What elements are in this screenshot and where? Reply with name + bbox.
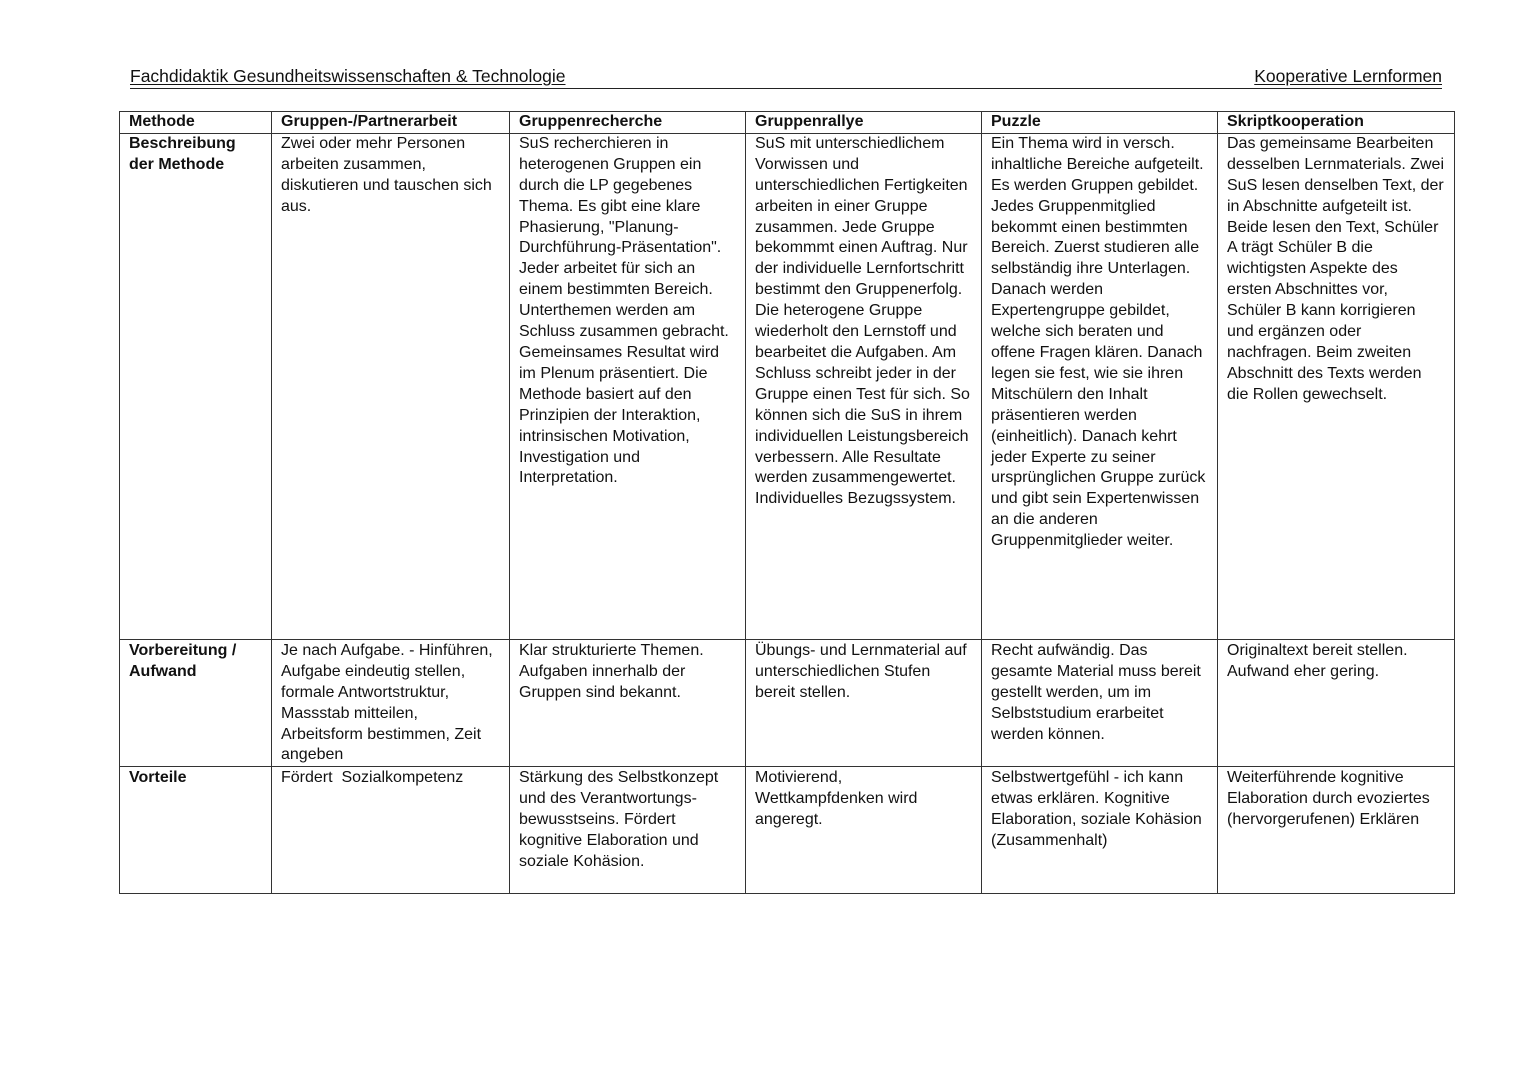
table-header-row	[120, 112, 1455, 134]
table-cell: Motivierend, Wettkampfdenken wird angeregt.	[746, 767, 982, 894]
table-cell: Selbstwertgefühl - ich kann etwas erklären. Kognitive Elaboration, soziale Kohäsion (Zusammenhalt)	[982, 767, 1218, 894]
page-header	[130, 64, 1442, 89]
row-label: Beschreibung der Methode	[120, 133, 272, 639]
table-row	[120, 639, 1455, 766]
table-cell: Je nach Aufgabe. - Hinführen, Aufgabe eindeutig stellen, formale Antwortstruktur, Massstab mitteilen, Arbeitsform bestimmen, Zeit angeben	[272, 639, 510, 766]
course-title: Fachdidaktik Gesundheitswissenschaften & Technologie	[130, 66, 566, 86]
table-cell: Originaltext bereit stellen. Aufwand eher gering.	[1218, 639, 1455, 766]
table-cell: SuS recherchieren in heterogenen Gruppen ein durch die LP gegebenes Thema. Es gibt eine klare Phasierung, "Planung-Durchführung-Präsentation". Jeder arbeitet für sich an einem bestimmten Bereich. Unterthemen werden am Schluss zusammen gebracht. Gemeinsames Resultat wird im Plenum präsentiert. Die Methode basiert auf den Prinzipien der Interaktion, intrinsischen Motivation, Investigation und Interpretation.	[510, 133, 746, 639]
column-header: Puzzle	[982, 112, 1218, 134]
table-cell: Stärkung des Selbstkonzept und des Verantwortungs-bewusstseins. Fördert kognitive Elaboration und soziale Kohäsion.	[510, 767, 746, 894]
table-row	[120, 767, 1455, 894]
table-cell: Ein Thema wird in versch. inhaltliche Bereiche aufgeteilt. Es werden Gruppen gebildet. Jedes Gruppenmitglied bekommt einen bestimmten Bereich. Zuerst studieren alle selbständig ihre Unterlagen. Danach werden Expertengruppe gebildet, welche sich beraten und offene Fragen klären. Danach legen sie fest, wie sie ihren Mitschülern den Inhalt präsentieren werden (einheitlich). Danach kehrt jeder Experte zu seiner ursprünglichen Gruppe zurück und gibt sein Expertenwissen an die anderen Gruppenmitglieder weiter.	[982, 133, 1218, 639]
table-cell: Recht aufwändig. Das gesamte Material muss bereit gestellt werden, um im Selbststudium erarbeitet werden können.	[982, 639, 1218, 766]
column-header: Gruppen-/Partnerarbeit	[272, 112, 510, 134]
table-cell: Zwei oder mehr Personen arbeiten zusammen, diskutieren und tauschen sich aus.	[272, 133, 510, 639]
table-cell: Das gemeinsame Bearbeiten desselben Lernmaterials. Zwei SuS lesen denselben Text, der in Abschnitte aufgeteilt ist. Beide lesen den Text, Schüler A trägt Schüler B die wichtigsten Aspekte des ersten Abschnittes vor, Schüler B kann korrigieren und ergänzen oder nachfragen. Beim zweiten Abschnitt des Texts werden die Rollen gewechselt.	[1218, 133, 1455, 639]
table-cell: Klar strukturierte Themen. Aufgaben innerhalb der Gruppen sind bekannt.	[510, 639, 746, 766]
column-header: Gruppenrallye	[746, 112, 982, 134]
row-label: Vorteile	[120, 767, 272, 894]
table-cell: Fördert Sozialkompetenz	[272, 767, 510, 894]
table-row	[120, 133, 1455, 639]
table-cell: SuS mit unterschiedlichem Vorwissen und unterschiedlichen Fertigkeiten arbeiten in einer Gruppe zusammen. Jede Gruppe bekommmt einen Auftrag. Nur der individuelle Lernfortschritt bestimmt den Gruppenerfolg. Die heterogene Gruppe wiederholt den Lernstoff und bearbeitet die Aufgaben. Am Schluss schreibt jeder in der Gruppe einen Test für sich. So können sich die SuS in ihrem individuellen Leistungsbereich verbessern. Alle Resultate werden zusammengewertet. Individuelles Bezugssystem.	[746, 133, 982, 639]
methods-table	[119, 111, 1455, 894]
column-header: Methode	[120, 112, 272, 134]
column-header: Gruppenrecherche	[510, 112, 746, 134]
row-label: Vorbereitung / Aufwand	[120, 639, 272, 766]
column-header: Skriptkooperation	[1218, 112, 1455, 134]
table-cell: Weiterführende kognitive Elaboration durch evoziertes (hervorgerufenen) Erklären	[1218, 767, 1455, 894]
document-topic: Kooperative Lernformen	[1254, 66, 1442, 86]
table-cell: Übungs- und Lernmaterial auf unterschiedlichen Stufen bereit stellen.	[746, 639, 982, 766]
